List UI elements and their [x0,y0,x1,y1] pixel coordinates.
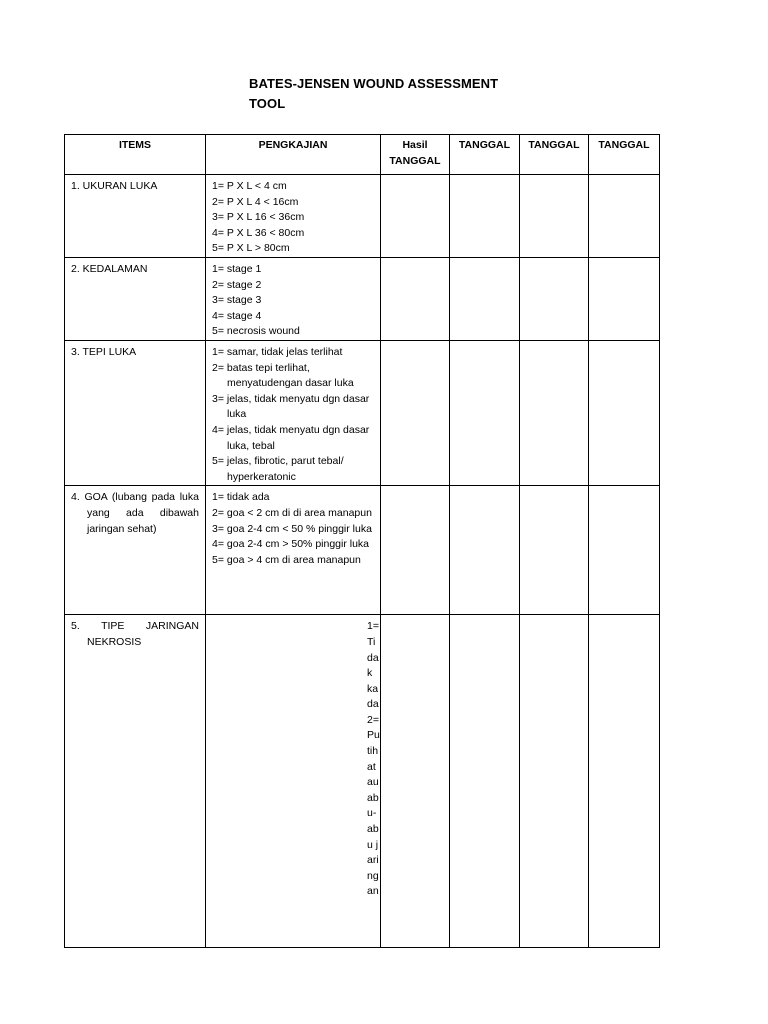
tanggal-cell[interactable] [520,340,589,485]
item-cell [65,340,206,485]
option-item: 1= P X L < 4 cm [212,180,287,192]
item-cell [65,615,206,948]
option-item: 4= stage 4 [212,309,262,322]
option-item: 5= jelas, fibrotic, parut tebal/ hyperkeratonic [212,455,344,483]
option-item: 2= goa < 2 cm di di area manapun [212,506,372,519]
tanggal-cell[interactable] [450,615,520,948]
header-tanggal-2: TANGGAL [520,135,589,175]
tanggal-cell[interactable] [520,486,589,615]
table-row [65,258,660,341]
tanggal-cell[interactable] [589,258,660,341]
option-item: 5= necrosis wound [212,325,300,338]
item-label: 5. TIPE JARINGAN NEKROSIS [71,620,199,648]
header-hasil-line2: TANGGAL [389,154,441,167]
pengkajian-cell [206,175,381,258]
item-cell [65,175,206,258]
tanggal-cell[interactable] [589,340,660,485]
option-item: 2= P X L 4 < 16cm [212,195,299,208]
item-cell [65,258,206,341]
option-item: 5= goa > 4 cm di area manapun [212,553,361,566]
tanggal-cell[interactable] [589,175,660,258]
table-row [65,615,660,948]
tanggal-cell[interactable] [589,486,660,615]
option-item: 2= batas tepi terlihat, menyatudengan dasar luka [212,361,354,390]
tanggal-cell[interactable] [450,340,520,485]
title-line-2: TOOL [249,96,286,111]
option-item: 2= stage 2 [212,278,262,291]
hasil-cell[interactable] [381,340,450,485]
option-item: 4= goa 2-4 cm > 50% pinggir luka [212,538,370,551]
pengkajian-cell [206,615,381,948]
header-tanggal-1: TANGGAL [450,135,520,175]
header-row [65,135,660,175]
tanggal-cell[interactable] [450,258,520,341]
table-row [65,175,660,258]
option-item: 3= P X L 16 < 36cm [212,211,305,224]
item-label: 2. KEDALAMAN [71,263,148,275]
tanggal-cell[interactable] [450,486,520,615]
title-line-1: BATES-JENSEN WOUND ASSESSMENT [249,76,499,91]
item-label: 1. UKURAN LUKA [71,180,158,192]
document-title [249,74,549,114]
option-item: 3= jelas, tidak menyatu dgn dasar luka [212,392,370,421]
hasil-cell[interactable] [381,615,450,948]
header-hasil-line1: Hasil [402,139,428,151]
table-row [65,340,660,485]
header-items: ITEMS [65,135,206,175]
header-pengkajian: PENGKAJIAN [206,135,381,175]
tanggal-cell[interactable] [520,258,589,341]
option-item: 3= stage 3 [212,294,262,307]
hasil-cell[interactable] [381,175,450,258]
item-cell [65,486,206,615]
option-item: 4= P X L 36 < 80cm [212,226,305,239]
pengkajian-cell [206,486,381,615]
item-label: 3. TEPI LUKA [71,345,137,358]
option-item: 3= goa 2-4 cm < 50 % pinggir luka [212,522,372,535]
option-item: 5= P X L > 80cm [212,242,290,255]
table-row [65,486,660,615]
option-item: 1= tidak ada [212,491,270,504]
header-hasil-tanggal [381,135,450,175]
hasil-cell[interactable] [381,486,450,615]
header-tanggal-3: TANGGAL [589,135,660,175]
option-item: 4= jelas, tidak menyatu dgn dasar luka, tebal [212,423,370,452]
option-item: 1= samar, tidak jelas terlihat [212,345,343,358]
option-item: 1= stage 1 [212,263,262,275]
tanggal-cell[interactable] [450,175,520,258]
wrapped-options-text: 1= Tidak kada 2= Putih atau abu-abu jaringan [367,620,380,898]
hasil-cell[interactable] [381,258,450,341]
tanggal-cell[interactable] [589,615,660,948]
assessment-table [64,134,660,948]
pengkajian-cell [206,258,381,341]
tanggal-cell[interactable] [520,175,589,258]
tanggal-cell[interactable] [520,615,589,948]
item-label: 4. GOA (lubang pada luka yang ada dibawah jaringan sehat) [71,491,199,535]
pengkajian-cell [206,340,381,485]
